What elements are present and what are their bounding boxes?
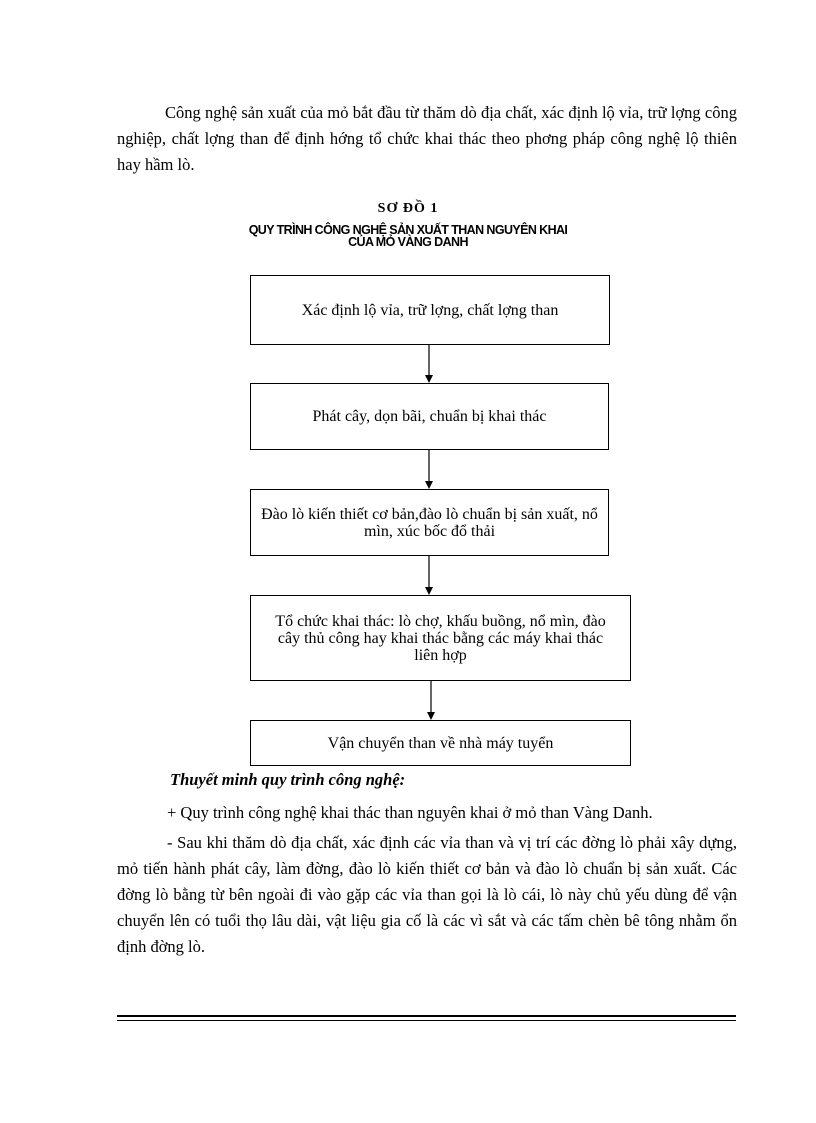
- flow-arrow-4: [426, 681, 436, 720]
- diagram-subtitle-line-1: QUY TRÌNH CÔNG NGHỆ SẢN XUẤT THAN NGUYÊN KHAI: [248, 223, 568, 237]
- flow-step-2: Phát cây, dọn bãi, chuẩn bị khai thác: [250, 383, 609, 450]
- explanation-heading: Thuyết minh quy trình công nghệ:: [170, 770, 406, 789]
- flow-step-5: Vận chuyển than về nhà máy tuyển: [250, 720, 631, 766]
- intro-paragraph: Công nghệ sản xuất của mỏ bắt đầu từ thăm dò địa chất, xác định lộ vỉa, trữ lợng công nghiệp, chất lợng than để định hớng tổ chức khai thác theo phơng pháp công nghệ lộ thiên hay hầm lò.: [117, 103, 737, 174]
- diagram-title: SƠ ĐỒ 1: [377, 201, 439, 216]
- flow-step-3: Đào lò kiến thiết cơ bản,đào lò chuẩn bị sản xuất, nổ mìn, xúc bốc đổ thải: [250, 489, 609, 556]
- flow-arrow-1: [424, 345, 434, 383]
- diagram-subtitle-line-2: CỦA MỎ VÀNG DANH: [348, 235, 468, 249]
- footer-rule-thin: [117, 1020, 736, 1021]
- body-paragraph: - Sau khi thăm dò địa chất, xác định các vỉa than và vị trí các đờng lò phải xây dựng, mỏ tiến hành phát cây, làm đờng, đào lò kiến thiết cơ bản và đào lò chuẩn bị sản xuất. Các đờng lò bằng từ bên ngoài đi vào gặp các vỉa than gọi là lò cái, lò này chủ yếu dùng để vận chuyển lên có tuổi thọ lâu dài, vật liệu gia cố là các vì sắt và các tấm chèn bê tông nhằm ổn định đờng lò.: [117, 833, 737, 956]
- flow-step-4: Tổ chức khai thác: lò chợ, khấu buồng, nổ mìn, đào cây thủ công hay khai thác bằng các máy khai thác liên hợp: [250, 595, 631, 681]
- footer-rule-thick: [117, 1015, 736, 1017]
- diagram-subtitle: [180, 224, 636, 248]
- flow-arrow-2: [424, 450, 434, 489]
- flow-arrow-3: [424, 556, 434, 595]
- bullet-paragraph: + Quy trình công nghệ khai thác than nguyên khai ở mỏ than Vàng Danh.: [167, 803, 653, 822]
- flow-step-1: Xác định lộ vỉa, trữ lợng, chất lợng than: [250, 275, 610, 345]
